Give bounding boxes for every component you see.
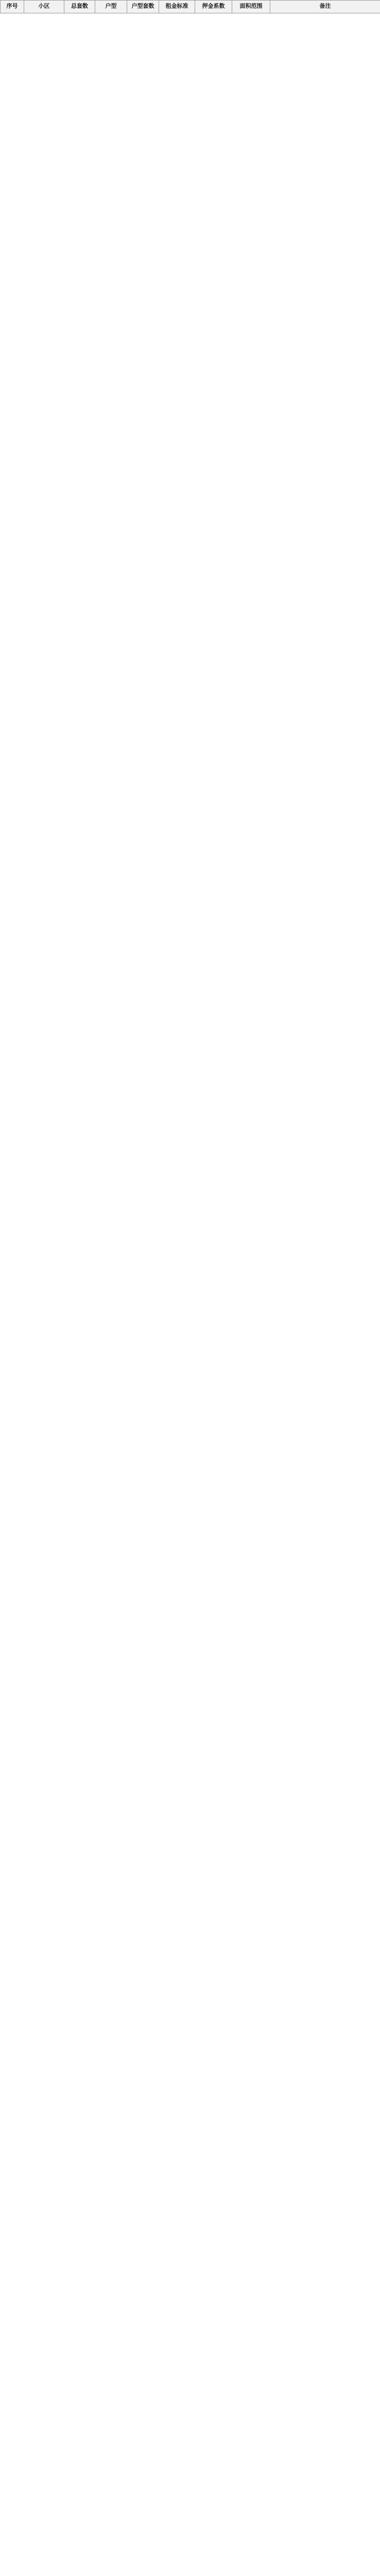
header-name: 小区 — [24, 1, 64, 13]
header-rent: 租金标准 — [159, 1, 195, 13]
table-header — [1, 1, 380, 13]
header-seq: 序号 — [1, 1, 24, 13]
rental-housing-table — [0, 0, 380, 13]
header-type-count: 户型套数 — [127, 1, 159, 13]
header-deposit: 押金系数 — [195, 1, 232, 13]
header-total: 总套数 — [64, 1, 95, 13]
header-type: 户型 — [95, 1, 127, 13]
header-area: 面积范围 — [232, 1, 270, 13]
header-note: 备注 — [270, 1, 380, 13]
header-row — [1, 1, 380, 13]
